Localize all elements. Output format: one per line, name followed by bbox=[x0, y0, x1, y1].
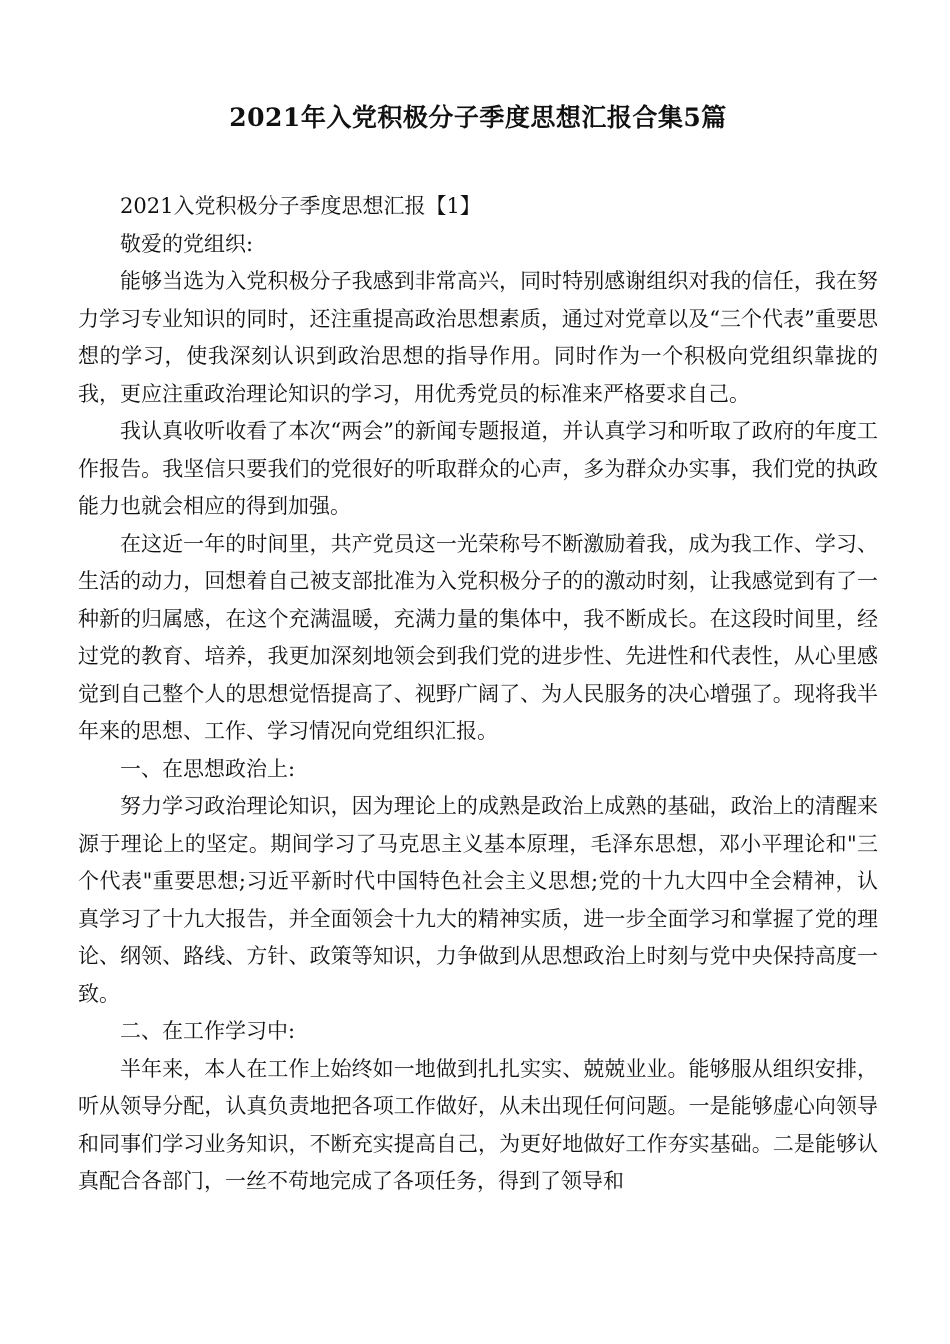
section-heading-work: 二、在工作学习中: bbox=[120, 1019, 296, 1043]
salutation: 敬爱的党组织: bbox=[120, 231, 254, 256]
report-subtitle: 2021入党积极分子季度思想汇报【1】 bbox=[120, 194, 481, 218]
document-title: 2021年入党积极分子季度思想汇报合集5篇 bbox=[229, 103, 727, 132]
body-paragraph: 在这近一年的时间里，共产党员这一光荣称号不断激励着我，成为我工作、学习、生活的动力，回想着自己被支部批准为入党积极分子的的激动时刻，让我感觉到有了一种新的归属感，在这个充满温暖，充满力量的集体中，我不断成长。在这段时间里，经过党的教育、培养，我更加深刻地领会到我们党的进步性、先进性和代表性，从心里感觉到自己整个人的思想觉悟提高了、视野广阔了、为人民服务的决心增强了。现将我半年来的思想、工作、学习情况向党组织汇报。 bbox=[78, 531, 878, 743]
body-paragraph: 能够当选为入党积极分子我感到非常高兴，同时特别感谢组织对我的信任，我在努力学习专业知识的同时，还注重提高政治思想素质，通过对党章以及“三个代表”重要思想的学习，使我深刻认识到政治思想的指导作用。同时作为一个积极向党组织靠拢的我，更应注重政治理论知识的学习，用优秀党员的标准来严格要求自己。 bbox=[78, 269, 878, 406]
section-heading-political: 一、在思想政治上: bbox=[120, 756, 296, 781]
section-body-work: 半年来，本人在工作上始终如一地做到扎扎实实、兢兢业业。能够服从组织安排，听从领导分配，认真负责地把各项工作做好，从未出现任何问题。一是能够虚心向领导和同事们学习业务知识，不断充实提高自己，为更好地做好工作夯实基础。二是能够认真配合各部门，一丝不苟地完成了各项任务，得到了领导和 bbox=[78, 1056, 878, 1193]
section-body-political: 努力学习政治理论知识，因为理论上的成熟是政治上成熟的基础，政治上的清醒来源于理论上的坚定。期间学习了马克思主义基本原理，毛泽东思想，邓小平理论和"三个代表"重要思想;习近平新时代中国特色社会主义思想;党的十九大四中全会精神，认真学习了十九大报告，并全面领会十九大的精神实质，进一步全面学习和掌握了党的理论、纲领、路线、方针、政策等知识，力争做到从思想政治上时刻与党中央保持高度一致。 bbox=[78, 794, 878, 1006]
body-paragraph: 我认真收听收看了本次“两会”的新闻专题报道，并认真学习和听取了政府的年度工作报告。我坚信只要我们的党很好的听取群众的心声，多为群众办实事，我们党的执政能力也就会相应的得到加强。 bbox=[78, 419, 878, 518]
document-page bbox=[78, 98, 878, 1201]
